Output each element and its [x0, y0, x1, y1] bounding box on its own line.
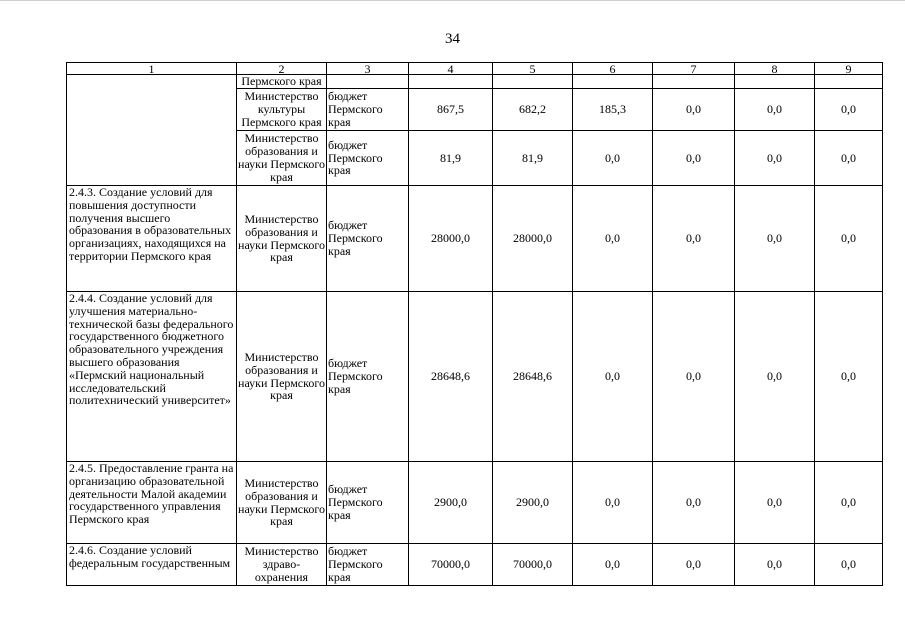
value-cell: 0,0 — [735, 131, 815, 186]
value-cell: 28000,0 — [409, 186, 493, 292]
header-cell: 8 — [735, 63, 815, 75]
top-edge-line — [0, 0, 905, 1]
value-cell: 0,0 — [573, 186, 653, 292]
activity-cell: 2.4.5. Предоставление гранта на организацию образовательной деятельности Малой академии государственного управления Пермского края — [67, 462, 237, 544]
value-cell: 0,0 — [653, 544, 735, 586]
source-cell: бюджет Пермского края — [327, 462, 409, 544]
source-cell: бюджет Пермского края — [327, 131, 409, 186]
header-cell: 5 — [493, 63, 573, 75]
source-cell: бюджет Пермского края — [327, 89, 409, 131]
header-cell: 3 — [327, 63, 409, 75]
value-cell: 0,0 — [573, 544, 653, 586]
activity-cell: 2.4.3. Создание условий для повышения доступности получения высшего образования в образовательных организациях, находящихся на территории Пермского края — [67, 186, 237, 292]
executor-cell: Министерство образования и науки Пермского края — [237, 292, 327, 462]
value-cell: 0,0 — [735, 89, 815, 131]
value-cell: 185,3 — [573, 89, 653, 131]
value-cell: 0,0 — [653, 131, 735, 186]
value-cell: 28648,6 — [493, 292, 573, 462]
value-cell: 28648,6 — [409, 292, 493, 462]
table-row — [67, 75, 883, 89]
activity-cell: 2.4.6. Создание условий федеральным государственным — [67, 544, 237, 586]
value-cell: 0,0 — [815, 292, 883, 462]
page-number: 34 — [445, 31, 460, 47]
executor-cell: Пермского края — [237, 75, 327, 89]
budget-table — [66, 62, 883, 586]
value-cell: 81,9 — [409, 131, 493, 186]
source-cell — [327, 75, 409, 89]
value-cell — [493, 75, 573, 89]
header-cell: 6 — [573, 63, 653, 75]
source-cell: бюджет Пермского края — [327, 544, 409, 586]
value-cell: 0,0 — [815, 131, 883, 186]
table-row — [67, 186, 883, 292]
value-cell: 0,0 — [573, 292, 653, 462]
value-cell — [653, 75, 735, 89]
value-cell: 0,0 — [735, 462, 815, 544]
value-cell: 0,0 — [735, 544, 815, 586]
value-cell: 70000,0 — [409, 544, 493, 586]
value-cell: 0,0 — [573, 131, 653, 186]
value-cell — [409, 75, 493, 89]
value-cell: 0,0 — [815, 544, 883, 586]
source-cell: бюджет Пермского края — [327, 292, 409, 462]
executor-cell: Министерство образования и науки Пермского края — [238, 131, 325, 184]
table-row — [67, 462, 883, 544]
value-cell: 0,0 — [653, 462, 735, 544]
value-cell: 0,0 — [653, 292, 735, 462]
executor-cell: Министерство культуры Пермского края — [237, 89, 327, 131]
value-cell: 0,0 — [735, 292, 815, 462]
header-cell: 7 — [653, 63, 735, 75]
activity-cell: 2.4.4. Создание условий для улучшения материально-технической базы федерального государственного бюджетного образовательного учреждения высшего образования «Пермский национальный исследовательский политехнический университет» — [67, 292, 237, 462]
value-cell: 0,0 — [815, 462, 883, 544]
value-cell: 2900,0 — [409, 462, 493, 544]
table-row — [67, 292, 883, 462]
value-cell: 81,9 — [493, 131, 573, 186]
value-cell — [735, 75, 815, 89]
value-cell — [573, 75, 653, 89]
column-number-row — [67, 63, 883, 75]
value-cell: 0,0 — [735, 186, 815, 292]
value-cell: 867,5 — [409, 89, 493, 131]
value-cell: 70000,0 — [493, 544, 573, 586]
header-cell: 2 — [237, 63, 327, 75]
executor-cell: Министерство здраво-охранения — [237, 544, 327, 586]
value-cell: 28000,0 — [493, 186, 573, 292]
header-cell: 9 — [815, 63, 883, 75]
value-cell — [815, 75, 883, 89]
value-cell: 2900,0 — [493, 462, 573, 544]
value-cell: 0,0 — [573, 462, 653, 544]
value-cell: 0,0 — [653, 186, 735, 292]
value-cell: 682,2 — [493, 89, 573, 131]
header-cell: 1 — [67, 63, 237, 75]
value-cell: 0,0 — [653, 89, 735, 131]
executor-cell: Министерство образования и науки Пермского края — [237, 462, 327, 544]
table-row — [67, 544, 883, 586]
value-cell: 0,0 — [815, 186, 883, 292]
source-cell: бюджет Пермского края — [327, 186, 409, 292]
value-cell: 0,0 — [815, 89, 883, 131]
executor-cell: Министерство образования и науки Пермского края — [237, 186, 327, 292]
activity-cell — [67, 75, 237, 186]
header-cell: 4 — [409, 63, 493, 75]
